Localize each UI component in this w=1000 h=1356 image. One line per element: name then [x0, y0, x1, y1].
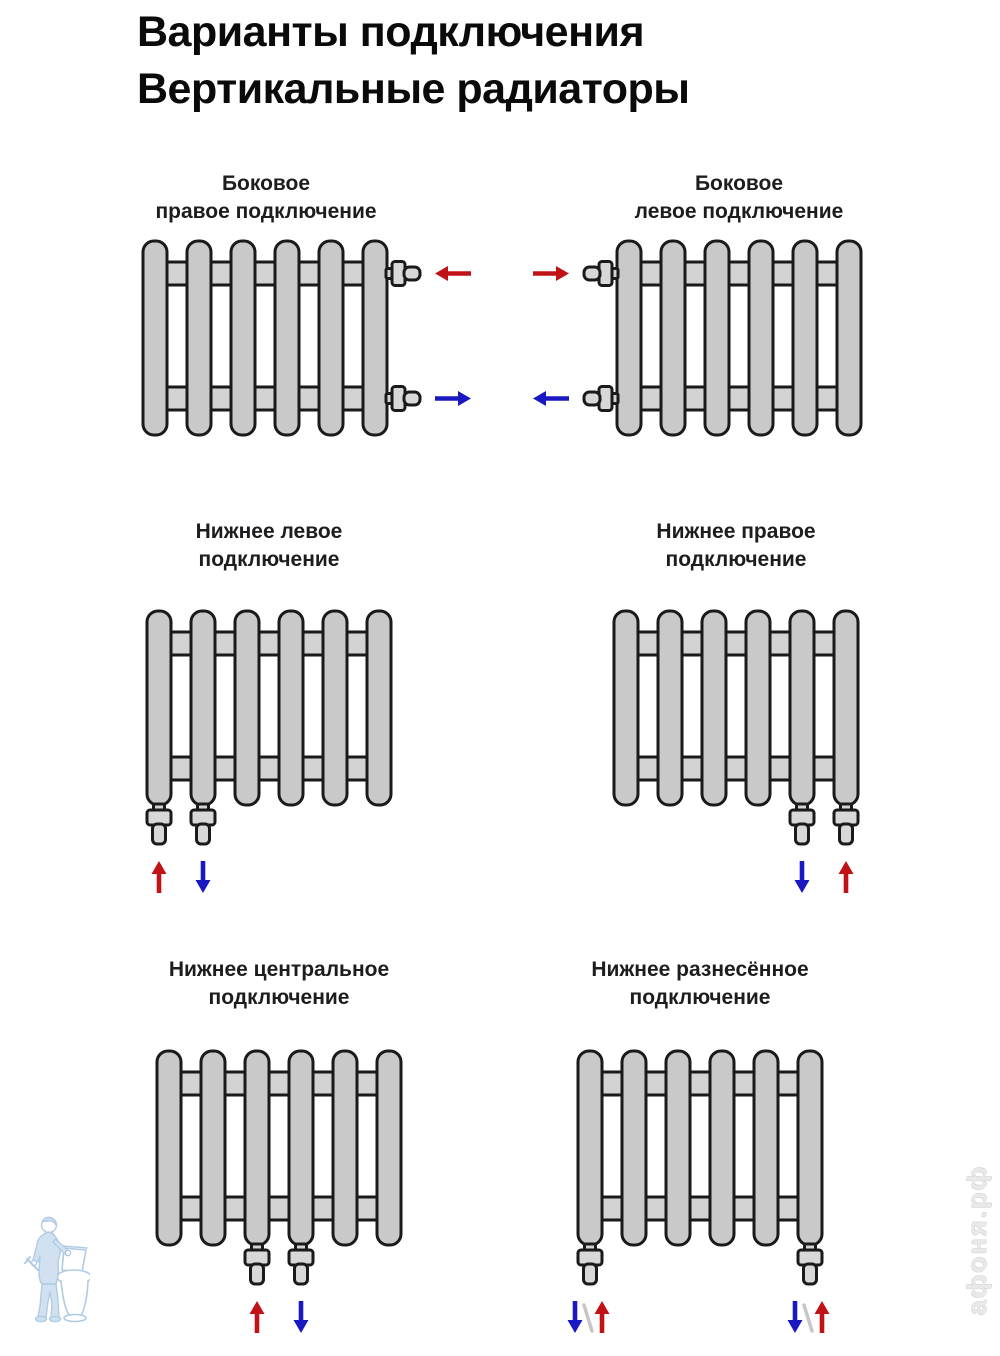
radiator-section: [201, 1051, 225, 1245]
radiator-svg-side-left: [497, 233, 981, 541]
radiator-body: [617, 241, 861, 435]
valve-pipe-end: [584, 267, 600, 280]
radiator-section: [798, 1051, 822, 1245]
radiator-section: [363, 241, 387, 435]
radiator-section: [157, 1051, 181, 1245]
valve-pipe-end: [804, 1264, 817, 1284]
valve-pipe-end: [796, 824, 809, 844]
valve-pipe-end: [251, 1264, 264, 1284]
radiator-section: [790, 611, 814, 805]
radiator-section: [702, 611, 726, 805]
diagram-label: [519, 170, 959, 225]
radiator-svg-bottom-left: [27, 603, 511, 911]
top-pipe: [143, 262, 387, 285]
valve-pipe-end: [584, 392, 600, 405]
radiator-figure-side-left: [497, 233, 981, 546]
valve-pipe-end: [197, 824, 210, 844]
radiator-figure-bottom-split: [458, 1043, 942, 1356]
return-arrow: [435, 391, 471, 406]
radiator-section: [661, 241, 685, 435]
return-arrow: [568, 1301, 583, 1333]
bottom-valve: [834, 804, 858, 844]
valve-pipe-end: [404, 392, 420, 405]
radiator-body: [578, 1051, 822, 1245]
return-arrow: [788, 1301, 803, 1333]
diagram-label-line2: левое подключение: [634, 199, 844, 223]
bottom-valve: [790, 804, 814, 844]
side-valve: [584, 262, 618, 286]
radiator-section: [754, 1051, 778, 1245]
valve-pipe-end: [840, 824, 853, 844]
radiator-figure-side-right: [23, 233, 507, 546]
radiator-svg-side-right: [23, 233, 507, 541]
supply-arrow: [595, 1301, 610, 1333]
radiator-section: [710, 1051, 734, 1245]
radiator-figure-bottom-right: [494, 603, 978, 916]
radiator-section: [793, 241, 817, 435]
bottom-valve: [798, 1244, 822, 1284]
radiator-svg-bottom-center: [37, 1043, 521, 1351]
radiator-section: [323, 611, 347, 805]
return-arrow: [196, 861, 211, 893]
bottom-pipe: [614, 757, 858, 780]
top-pipe: [617, 262, 861, 285]
radiator-section: [231, 241, 255, 435]
top-pipe: [157, 1072, 401, 1095]
site-watermark-text: афоня.рф: [962, 1164, 992, 1316]
radiator-section: [367, 611, 391, 805]
radiator-section: [614, 611, 638, 805]
radiator-section: [191, 611, 215, 805]
radiator-section: [658, 611, 682, 805]
radiator-section: [617, 241, 641, 435]
radiator-section: [319, 241, 343, 435]
valve-pipe-end: [153, 824, 166, 844]
radiator-section: [834, 611, 858, 805]
diagram-label: [480, 956, 920, 1011]
supply-arrow: [250, 1301, 265, 1333]
bottom-valve: [147, 804, 171, 844]
diagram-label: [59, 956, 499, 1011]
supply-arrow: [152, 861, 167, 893]
radiator-section: [143, 241, 167, 435]
diagram-label-line1: Боковое: [694, 172, 784, 195]
radiator-body: [143, 241, 387, 435]
diagram-label-line1: Нижнее центральное: [168, 958, 390, 981]
supply-arrow: [533, 266, 569, 281]
radiator-body: [614, 611, 858, 805]
plumber-logo-watermark: [24, 1214, 90, 1330]
diagram-label: [49, 518, 489, 573]
radiator-section: [666, 1051, 690, 1245]
radiator-body: [157, 1051, 401, 1245]
side-valve: [584, 387, 618, 411]
radiator-section: [289, 1051, 313, 1245]
bottom-pipe: [147, 757, 391, 780]
radiator-figure-bottom-left: [27, 603, 511, 916]
bottom-valve: [289, 1244, 313, 1284]
page-title-line2: Вертикальные радиаторы: [137, 65, 690, 113]
radiator-figure-bottom-center: [37, 1043, 521, 1356]
page-title: [137, 4, 689, 118]
top-pipe: [578, 1072, 822, 1095]
radiator-section: [837, 241, 861, 435]
valve-pipe-end: [584, 1264, 597, 1284]
radiator-body: [147, 611, 391, 805]
diagram-label-line1: Нижнее разнесённое: [591, 958, 809, 981]
top-pipe: [614, 632, 858, 655]
bottom-pipe: [578, 1197, 822, 1220]
return-arrow: [294, 1301, 309, 1333]
return-arrow: [795, 861, 810, 893]
bottom-pipe: [617, 387, 861, 410]
radiator-section: [245, 1051, 269, 1245]
radiator-section: [275, 241, 299, 435]
bottom-pipe: [143, 387, 387, 410]
bottom-valve: [578, 1244, 602, 1284]
radiator-section: [187, 241, 211, 435]
radiator-section: [578, 1051, 602, 1245]
supply-arrow: [839, 861, 854, 893]
flow-separator-slash: [804, 1305, 812, 1331]
valve-pipe-end: [295, 1264, 308, 1284]
diagram-label-line2: подключение: [198, 547, 340, 571]
diagram-label-line2: правое подключение: [155, 199, 377, 223]
toilet-figure: [57, 1246, 90, 1322]
diagram-label-line2: подключение: [629, 985, 771, 1009]
radiator-section: [705, 241, 729, 435]
diagram-label: [46, 170, 486, 225]
bottom-valve: [191, 804, 215, 844]
top-pipe: [147, 632, 391, 655]
bottom-pipe: [157, 1197, 401, 1220]
radiator-section: [746, 611, 770, 805]
side-valve: [386, 387, 420, 411]
return-arrow: [533, 391, 569, 406]
bottom-valve: [245, 1244, 269, 1284]
radiator-svg-bottom-right: [494, 603, 978, 911]
diagram-label-line2: подключение: [208, 985, 350, 1009]
diagram-label-line2: подключение: [665, 547, 807, 571]
radiator-section: [279, 611, 303, 805]
radiator-section: [749, 241, 773, 435]
radiator-section: [377, 1051, 401, 1245]
supply-arrow: [815, 1301, 830, 1333]
diagram-label-line1: Нижнее правое: [656, 520, 816, 543]
radiator-section: [235, 611, 259, 805]
page-title-line1: Варианты подключения: [137, 8, 645, 56]
supply-arrow: [435, 266, 471, 281]
radiator-section: [333, 1051, 357, 1245]
diagram-label: [516, 518, 956, 573]
valve-pipe-end: [404, 267, 420, 280]
diagram-label-line1: Нижнее левое: [195, 520, 343, 543]
flow-separator-slash: [584, 1305, 592, 1331]
side-valve: [386, 262, 420, 286]
radiator-svg-bottom-split: [458, 1043, 942, 1351]
radiator-section: [622, 1051, 646, 1245]
diagram-label-line1: Боковое: [221, 172, 311, 195]
radiator-section: [147, 611, 171, 805]
